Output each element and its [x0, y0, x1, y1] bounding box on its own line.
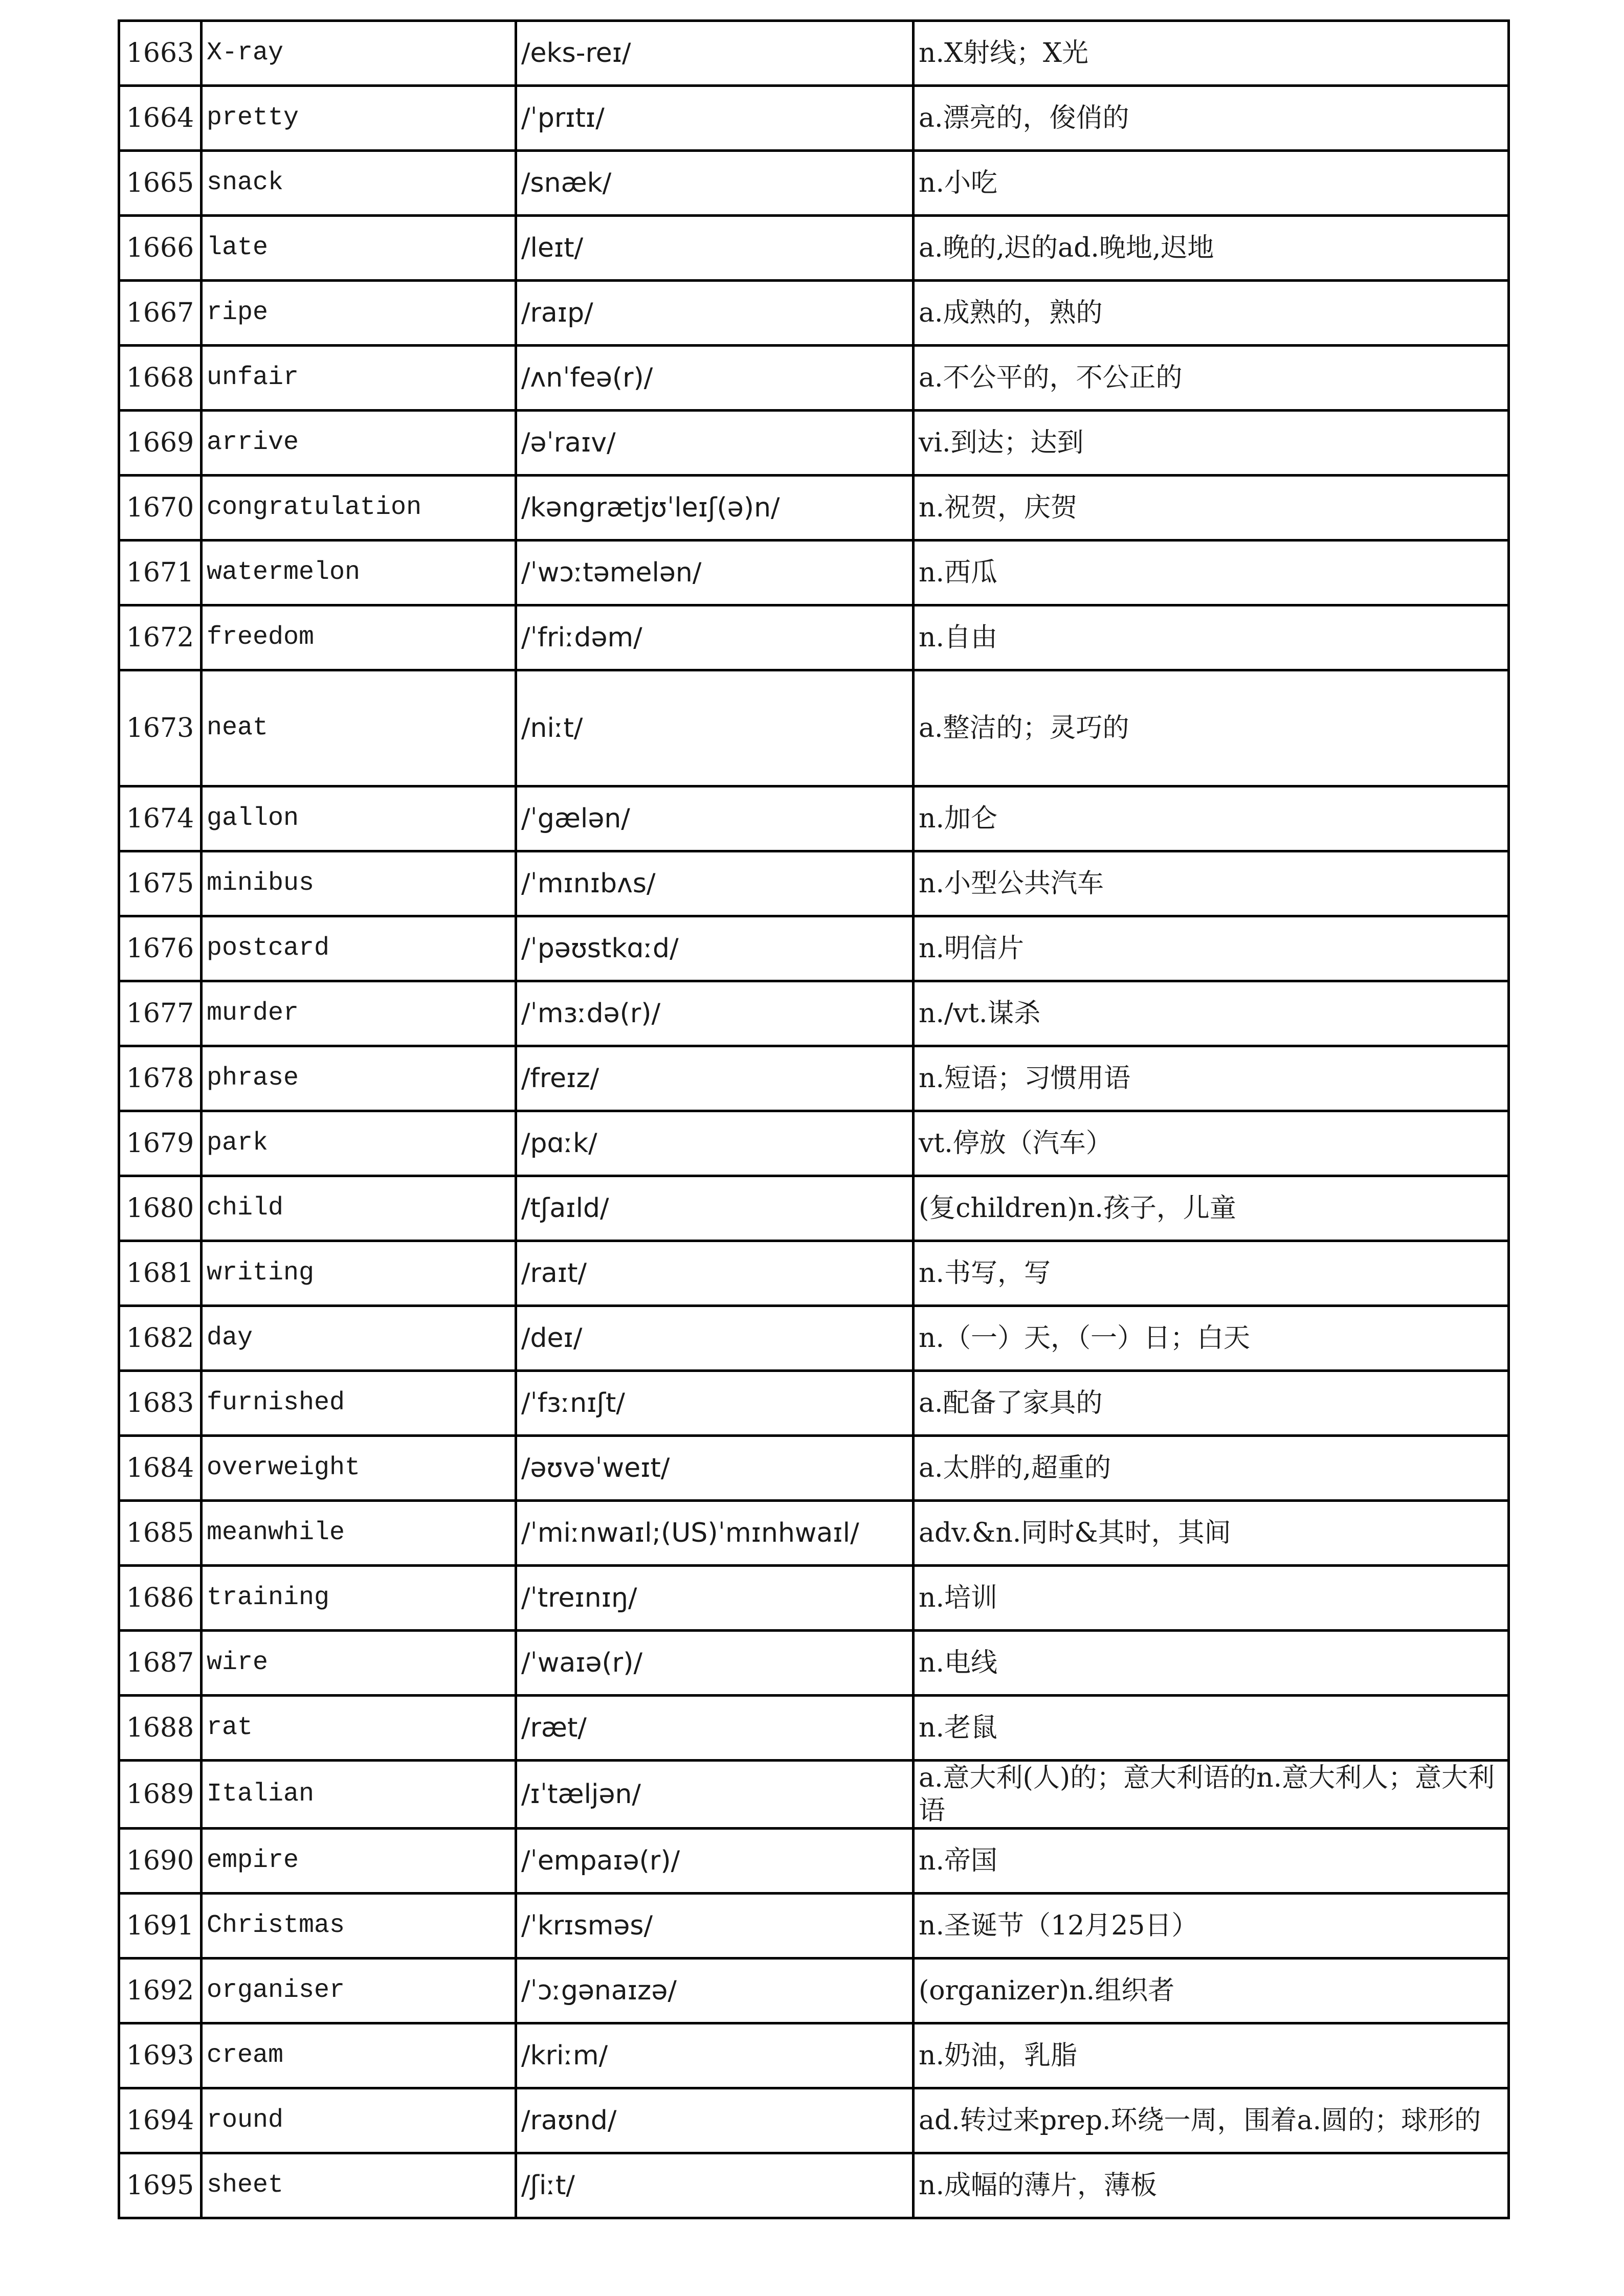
table-row [119, 1436, 1509, 1501]
entry-number: 1672 [119, 605, 202, 670]
entry-meaning: n.加仑 [914, 786, 1509, 851]
entry-phonetic: /kəngrætjʊˈleɪʃ(ə)n/ [516, 476, 914, 541]
entry-word: congratulation [202, 476, 516, 541]
table-row [119, 541, 1509, 605]
entry-number: 1682 [119, 1306, 202, 1371]
entry-meaning: a.配备了家具的 [914, 1371, 1509, 1436]
entry-phonetic: /ɪˈtæljən/ [516, 1761, 914, 1829]
entry-number: 1679 [119, 1111, 202, 1176]
table-row [119, 411, 1509, 476]
table-row [119, 1894, 1509, 1959]
entry-meaning: n.电线 [914, 1631, 1509, 1696]
table-row [119, 281, 1509, 346]
entry-meaning: n.明信片 [914, 916, 1509, 981]
entry-meaning: n.（一）天，（一）日；白天 [914, 1306, 1509, 1371]
table-row [119, 1696, 1509, 1761]
table-row [119, 670, 1509, 786]
entry-meaning: vi.到达；达到 [914, 411, 1509, 476]
entry-word: gallon [202, 786, 516, 851]
entry-phonetic: /ˈgælən/ [516, 786, 914, 851]
entry-phonetic: /tʃaɪld/ [516, 1176, 914, 1241]
entry-phonetic: /əʊvəˈweɪt/ [516, 1436, 914, 1501]
table-row [119, 1631, 1509, 1696]
entry-word: late [202, 216, 516, 281]
entry-number: 1695 [119, 2153, 202, 2218]
table-row [119, 86, 1509, 151]
entry-phonetic: /ˈmiːnwaɪl;(US)ˈmɪnhwaɪl/ [516, 1501, 914, 1566]
entry-meaning: n./vt.谋杀 [914, 981, 1509, 1046]
table-row [119, 1176, 1509, 1241]
entry-phonetic: /raɪp/ [516, 281, 914, 346]
entry-number: 1687 [119, 1631, 202, 1696]
entry-meaning: n.小吃 [914, 151, 1509, 216]
entry-number: 1686 [119, 1566, 202, 1631]
entry-meaning: a.成熟的，熟的 [914, 281, 1509, 346]
table-row [119, 1371, 1509, 1436]
entry-number: 1675 [119, 851, 202, 916]
entry-phonetic: /ræt/ [516, 1696, 914, 1761]
entry-meaning: (organizer)n.组织者 [914, 1959, 1509, 2023]
table-row [119, 2088, 1509, 2153]
entry-word: pretty [202, 86, 516, 151]
entry-phonetic: /ˈɔːgənaɪzə/ [516, 1959, 914, 2023]
table-row [119, 916, 1509, 981]
entry-phonetic: /ˈmɪnɪbʌs/ [516, 851, 914, 916]
entry-phonetic: /ˈtreɪnɪŋ/ [516, 1566, 914, 1631]
entry-number: 1671 [119, 541, 202, 605]
entry-word: rat [202, 1696, 516, 1761]
table-row [119, 851, 1509, 916]
entry-phonetic: /əˈraɪv/ [516, 411, 914, 476]
entry-meaning: n.帝国 [914, 1829, 1509, 1894]
entry-meaning: ad.转过来prep.环绕一周，围着a.圆的；球形的 [914, 2088, 1509, 2153]
entry-phonetic: /freɪz/ [516, 1046, 914, 1111]
entry-number: 1664 [119, 86, 202, 151]
entry-meaning: n.短语；习惯用语 [914, 1046, 1509, 1111]
entry-word: wire [202, 1631, 516, 1696]
table-row [119, 346, 1509, 411]
table-row [119, 1959, 1509, 2023]
entry-meaning: a.太胖的,超重的 [914, 1436, 1509, 1501]
entry-meaning: n.圣诞节（12月25日） [914, 1894, 1509, 1959]
entry-word: park [202, 1111, 516, 1176]
entry-word: murder [202, 981, 516, 1046]
entry-word: meanwhile [202, 1501, 516, 1566]
table-row [119, 2153, 1509, 2218]
entry-number: 1683 [119, 1371, 202, 1436]
entry-number: 1684 [119, 1436, 202, 1501]
entry-meaning: n.西瓜 [914, 541, 1509, 605]
entry-word: furnished [202, 1371, 516, 1436]
entry-number: 1680 [119, 1176, 202, 1241]
entry-number: 1663 [119, 21, 202, 86]
entry-meaning: a.不公平的，不公正的 [914, 346, 1509, 411]
table-row [119, 1111, 1509, 1176]
entry-phonetic: /raɪt/ [516, 1241, 914, 1306]
entry-word: minibus [202, 851, 516, 916]
entry-number: 1694 [119, 2088, 202, 2153]
entry-phonetic: /ˈempaɪə(r)/ [516, 1829, 914, 1894]
entry-phonetic: /snæk/ [516, 151, 914, 216]
table-row [119, 1241, 1509, 1306]
entry-number: 1665 [119, 151, 202, 216]
table-row [119, 1761, 1509, 1829]
table-row [119, 2023, 1509, 2088]
entry-number: 1669 [119, 411, 202, 476]
table-row [119, 1566, 1509, 1631]
entry-number: 1688 [119, 1696, 202, 1761]
entry-meaning: n.奶油，乳脂 [914, 2023, 1509, 2088]
table-row [119, 786, 1509, 851]
entry-meaning: a.整洁的；灵巧的 [914, 670, 1509, 786]
entry-word: empire [202, 1829, 516, 1894]
entry-number: 1674 [119, 786, 202, 851]
entry-phonetic: /deɪ/ [516, 1306, 914, 1371]
entry-word: unfair [202, 346, 516, 411]
table-row [119, 981, 1509, 1046]
table-row [119, 151, 1509, 216]
entry-phonetic: /ˈmɜːdə(r)/ [516, 981, 914, 1046]
entry-meaning: vt.停放（汽车） [914, 1111, 1509, 1176]
entry-number: 1667 [119, 281, 202, 346]
entry-meaning: n.X射线；X光 [914, 21, 1509, 86]
entry-word: neat [202, 670, 516, 786]
entry-phonetic: /ˈkrɪsməs/ [516, 1894, 914, 1959]
entry-word: freedom [202, 605, 516, 670]
entry-number: 1677 [119, 981, 202, 1046]
entry-phonetic: /ʃiːt/ [516, 2153, 914, 2218]
entry-phonetic: /ˈfɜːnɪʃt/ [516, 1371, 914, 1436]
table-row [119, 216, 1509, 281]
entry-word: ripe [202, 281, 516, 346]
entry-word: training [202, 1566, 516, 1631]
entry-word: sheet [202, 2153, 516, 2218]
entry-word: cream [202, 2023, 516, 2088]
entry-meaning: n.小型公共汽车 [914, 851, 1509, 916]
table-row [119, 605, 1509, 670]
entry-word: X-ray [202, 21, 516, 86]
table-row [119, 476, 1509, 541]
entry-number: 1676 [119, 916, 202, 981]
entry-meaning: a.晚的,迟的ad.晚地,迟地 [914, 216, 1509, 281]
entry-number: 1690 [119, 1829, 202, 1894]
entry-phonetic: /ʌnˈfeə(r)/ [516, 346, 914, 411]
entry-phonetic: /ˈprɪtɪ/ [516, 86, 914, 151]
entry-meaning: n.祝贺，庆贺 [914, 476, 1509, 541]
entry-number: 1691 [119, 1894, 202, 1959]
entry-meaning: n.培训 [914, 1566, 1509, 1631]
entry-number: 1689 [119, 1761, 202, 1829]
entry-word: organiser [202, 1959, 516, 2023]
entry-meaning: n.自由 [914, 605, 1509, 670]
entry-meaning: adv.&n.同时&其时，其间 [914, 1501, 1509, 1566]
entry-phonetic: /niːt/ [516, 670, 914, 786]
entry-phonetic: /ˈpəʊstkɑːd/ [516, 916, 914, 981]
entry-meaning: n.老鼠 [914, 1696, 1509, 1761]
entry-meaning: (复children)n.孩子，儿童 [914, 1176, 1509, 1241]
entry-word: child [202, 1176, 516, 1241]
entry-phonetic: /eks-reɪ/ [516, 21, 914, 86]
entry-number: 1673 [119, 670, 202, 786]
table-row [119, 1046, 1509, 1111]
entry-word: watermelon [202, 541, 516, 605]
entry-phonetic: /ˈwɔːtəmelən/ [516, 541, 914, 605]
entry-phonetic: /ˈfriːdəm/ [516, 605, 914, 670]
entry-number: 1692 [119, 1959, 202, 2023]
entry-phonetic: /pɑːk/ [516, 1111, 914, 1176]
entry-number: 1670 [119, 476, 202, 541]
entry-meaning: n.成幅的薄片，薄板 [914, 2153, 1509, 2218]
entry-number: 1681 [119, 1241, 202, 1306]
entry-word: day [202, 1306, 516, 1371]
table-row [119, 1306, 1509, 1371]
table-row [119, 1829, 1509, 1894]
entry-phonetic: /leɪt/ [516, 216, 914, 281]
vocabulary-table [118, 19, 1510, 2219]
entry-word: Italian [202, 1761, 516, 1829]
entry-phonetic: /raʊnd/ [516, 2088, 914, 2153]
entry-word: phrase [202, 1046, 516, 1111]
entry-number: 1685 [119, 1501, 202, 1566]
entry-meaning: n.书写，写 [914, 1241, 1509, 1306]
entry-word: postcard [202, 916, 516, 981]
table-row [119, 21, 1509, 86]
entry-word: Christmas [202, 1894, 516, 1959]
entry-word: snack [202, 151, 516, 216]
entry-word: writing [202, 1241, 516, 1306]
entry-number: 1668 [119, 346, 202, 411]
entry-word: overweight [202, 1436, 516, 1501]
entry-meaning: a.漂亮的，俊俏的 [914, 86, 1509, 151]
entry-word: round [202, 2088, 516, 2153]
entry-number: 1666 [119, 216, 202, 281]
entry-number: 1678 [119, 1046, 202, 1111]
entry-word: arrive [202, 411, 516, 476]
entry-phonetic: /ˈwaɪə(r)/ [516, 1631, 914, 1696]
entry-phonetic: /kriːm/ [516, 2023, 914, 2088]
entry-meaning: a.意大利(人)的；意大利语的n.意大利人；意大利语 [914, 1761, 1509, 1829]
entry-number: 1693 [119, 2023, 202, 2088]
table-row [119, 1501, 1509, 1566]
